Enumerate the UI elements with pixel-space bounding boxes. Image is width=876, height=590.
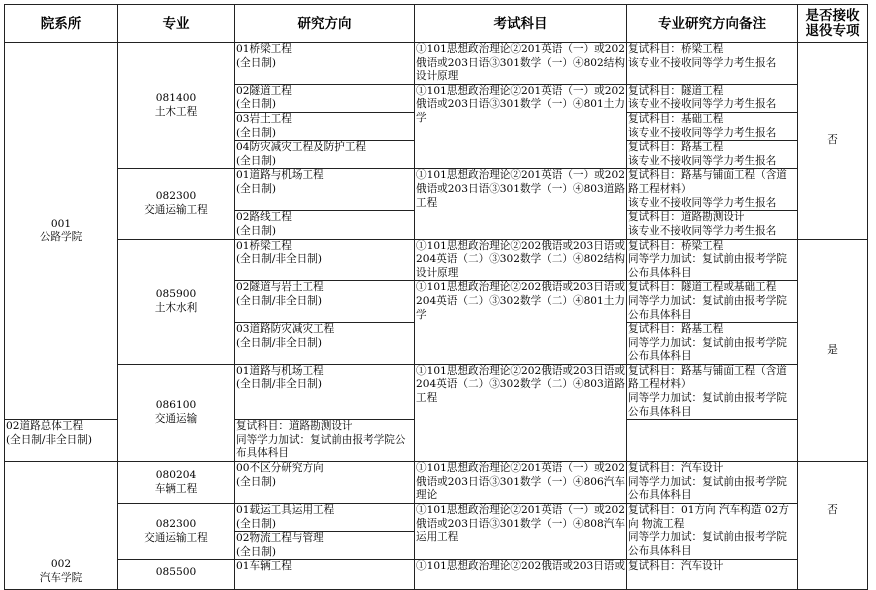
major-code: 082300 xyxy=(155,190,197,203)
department-code: 002 xyxy=(50,558,72,571)
major-name: 车辆工程 xyxy=(154,482,198,495)
remark-cell: 复试科目：隧道工程或基础工程 同等学力加试：复试前由报考学院公布具体科目 xyxy=(627,281,798,323)
direction-cell: 02道路总体工程 (全日制/非全日制) xyxy=(5,420,118,462)
major-code: 080204 xyxy=(155,469,197,482)
major-code: 085900 xyxy=(155,288,197,301)
remark-cell: 复试科目：路基工程 该专业不接收同等学力考生报名 xyxy=(627,141,798,169)
department-cell xyxy=(5,43,118,420)
remark-cell: 复试科目：道路勘测设计 该专业不接收同等学力考生报名 xyxy=(627,211,798,239)
major-code: 081400 xyxy=(155,92,197,105)
remark-cell: 复试科目：路基与铺面工程（含道路工程材料） 同等学力加试：复试前由报考学院公布具体科目 xyxy=(627,364,798,419)
major-cell xyxy=(118,560,235,590)
exam-cell: ①101思想政治理论②201英语（一）或202俄语或203日语③301数学（一）④803道路工程 xyxy=(415,169,627,239)
department-cell xyxy=(5,462,118,590)
major-name: 土木水利 xyxy=(154,301,198,314)
header-direction: 研究方向 xyxy=(235,5,415,43)
veteran-cell: 是 xyxy=(798,239,868,462)
direction-cell: 02隧道与岩土工程 (全日制/非全日制) xyxy=(235,281,415,323)
remark-cell: 复试科目：路基工程 同等学力加试：复试前由报考学院公布具体科目 xyxy=(627,323,798,365)
major-name: 交通运输工程 xyxy=(144,531,208,544)
major-name: 交通运输 xyxy=(154,413,198,426)
major-name: 交通运输工程 xyxy=(144,203,208,216)
remark-cell: 复试科目：汽车设计 xyxy=(627,560,798,590)
table-row xyxy=(5,560,868,590)
table-row xyxy=(5,364,868,419)
direction-cell: 02物流工程与管理 (全日制) xyxy=(235,532,415,560)
table-row xyxy=(5,169,868,211)
direction-cell: 01载运工具运用工程 (全日制) xyxy=(235,504,415,532)
major-cell xyxy=(118,169,235,239)
table-row xyxy=(5,239,868,281)
exam-cell: ①101思想政治理论②202俄语或203日语或204英语（二）③302数学（二）④803道路工程 xyxy=(415,364,627,461)
direction-cell: 01道路与机场工程 (全日制) xyxy=(235,169,415,211)
department-code: 001 xyxy=(50,217,72,230)
header-remark: 专业研究方向备注 xyxy=(627,5,798,43)
major-cell xyxy=(118,364,235,461)
header-veteran: 是否接收退役专项 xyxy=(798,5,868,43)
exam-cell: ①101思想政治理论②201英语（一）或202俄语或203日语③301数学（一）④802结构设计原理 xyxy=(415,43,627,85)
major-code: 086100 xyxy=(155,399,197,412)
veteran-cell: 否 xyxy=(798,462,868,590)
department-name: 公路学院 xyxy=(39,231,83,244)
exam-cell: ①101思想政治理论②201英语（一）或202俄语或203日语③301数学（一）④801土力学 xyxy=(415,84,627,169)
major-cell xyxy=(118,239,235,364)
direction-cell: 01车辆工程 xyxy=(235,560,415,590)
department-name: 汽车学院 xyxy=(39,571,83,584)
major-cell xyxy=(118,504,235,560)
table-row xyxy=(5,43,868,85)
header-exam: 考试科目 xyxy=(415,5,627,43)
remark-cell: 复试科目：道路勘测设计 同等学力加试：复试前由报考学院公布具体科目 xyxy=(235,420,415,462)
exam-cell: ①101思想政治理论②202俄语或203日语或204英语（二）③302数学（二）④802结构设计原理 xyxy=(415,239,627,281)
direction-cell: 01道路与机场工程 (全日制/非全日制) xyxy=(235,364,415,419)
header-department: 院系所 xyxy=(5,5,118,43)
major-code: 082300 xyxy=(155,518,197,531)
major-cell xyxy=(118,43,235,169)
remark-cell: 复试科目：桥梁工程 同等学力加试：复试前由报考学院公布具体科目 xyxy=(627,239,798,281)
remark-cell: 复试科目：01方向 汽车构造 02方向 物流工程 同等学力加试：复试前由报考学院公布具体科目 xyxy=(627,504,798,560)
catalog-table xyxy=(4,4,868,590)
table-row xyxy=(5,462,868,504)
remark-cell: 复试科目：路基与铺面工程（含道路工程材料） 该专业不接收同等学力考生报名 xyxy=(627,169,798,211)
major-code: 085500 xyxy=(155,566,197,579)
direction-cell: 00不区分研究方向 (全日制) xyxy=(235,462,415,504)
header-row xyxy=(5,5,868,43)
major-cell xyxy=(118,462,235,504)
veteran-cell: 否 xyxy=(798,43,868,240)
direction-cell: 01桥梁工程 (全日制) xyxy=(235,43,415,85)
major-name: 土木工程 xyxy=(154,105,198,118)
exam-cell: ①101思想政治理论②201英语（一）或202俄语或203日语③301数学（一）④806汽车理论 xyxy=(415,462,627,504)
remark-cell: 复试科目：汽车设计 同等学力加试：复试前由报考学院公布具体科目 xyxy=(627,462,798,504)
remark-cell: 复试科目：基础工程 该专业不接收同等学力考生报名 xyxy=(627,112,798,140)
remark-cell: 复试科目：桥梁工程 该专业不接收同等学力考生报名 xyxy=(627,43,798,85)
table-row xyxy=(5,504,868,532)
exam-cell: ①101思想政治理论②202俄语或203日语或204英语（二）③302数学（二）④801土力学 xyxy=(415,281,627,365)
remark-cell: 复试科目：隧道工程 该专业不接收同等学力考生报名 xyxy=(627,84,798,112)
direction-cell: 03道路防灾减灾工程 (全日制/非全日制) xyxy=(235,323,415,365)
direction-cell: 02路线工程 (全日制) xyxy=(235,211,415,239)
exam-cell: ①101思想政治理论②202俄语或203日语或 xyxy=(415,560,627,590)
direction-cell: 02隧道工程 (全日制) xyxy=(235,84,415,112)
header-major: 专业 xyxy=(118,5,235,43)
direction-cell: 03岩土工程 (全日制) xyxy=(235,112,415,140)
direction-cell: 04防灾减灾工程及防护工程 (全日制) xyxy=(235,141,415,169)
exam-cell: ①101思想政治理论②201英语（一）或202俄语或203日语③301数学（一）④808汽车运用工程 xyxy=(415,504,627,560)
direction-cell: 01桥梁工程 (全日制/非全日制) xyxy=(235,239,415,281)
